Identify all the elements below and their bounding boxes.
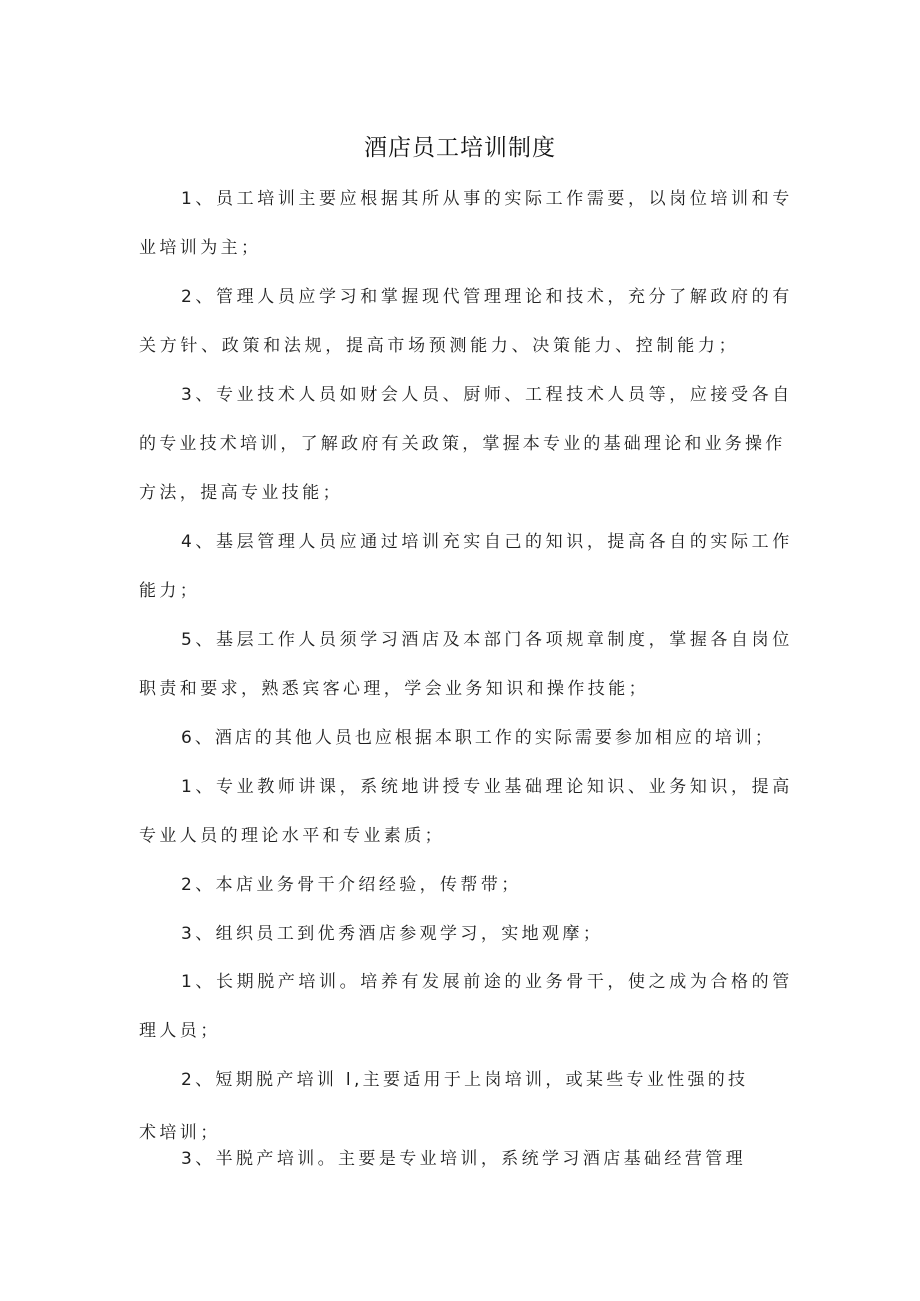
text-line: 6、酒店的其他人员也应根据本职工作的实际需要参加相应的培训；: [181, 728, 775, 748]
text-line: 2、短期脱产培训 l,主要适用于上岗培训，或某些专业性强的技: [181, 1070, 749, 1090]
document-title: 酒店员工培训制度: [364, 135, 556, 161]
text-line: 术培训；: [139, 1123, 221, 1143]
text-line: 的专业技术培训，了解政府有关政策，掌握本专业的基础理论和业务操作: [139, 434, 786, 454]
text-line: 3、组织员工到优秀酒店参观学习，实地观摩；: [181, 924, 604, 944]
text-line: 方法，提高专业技能；: [139, 483, 343, 503]
text-line: 3、半脱产培训。主要是专业培训，系统学习酒店基础经营管理: [181, 1149, 747, 1169]
text-line: 5、基层工作人员须学习酒店及本部门各项规章制度，掌握各自岗位: [181, 630, 793, 650]
text-line: 4、基层管理人员应通过培训充实自己的知识，提高各自的实际工作: [181, 532, 793, 552]
text-line: 3、专业技术人员如财会人员、厨师、工程技术人员等，应接受各自: [181, 385, 793, 405]
text-line: 2、管理人员应学习和掌握现代管理理论和技术，充分了解政府的有: [181, 287, 793, 307]
text-line: 1、员工培训主要应根据其所从事的实际工作需要，以岗位培训和专: [181, 189, 793, 209]
text-line: 关方针、政策和法规，提高市场预测能力、决策能力、控制能力；: [139, 336, 740, 356]
text-line: 2、本店业务骨干介绍经验，传帮带；: [181, 875, 522, 895]
text-line: 专业人员的理论水平和专业素质；: [139, 826, 445, 846]
text-line: 1、长期脱产培训。培养有发展前途的业务骨干，使之成为合格的管: [181, 972, 793, 992]
text-line: 职责和要求，熟悉宾客心理，学会业务知识和操作技能；: [139, 679, 649, 699]
text-line: 业培训为主；: [139, 238, 262, 258]
text-line: 1、专业教师讲课，系统地讲授专业基础理论知识、业务知识，提高: [181, 777, 793, 797]
text-line: 能力；: [139, 581, 201, 601]
text-line: 理人员；: [139, 1021, 221, 1041]
